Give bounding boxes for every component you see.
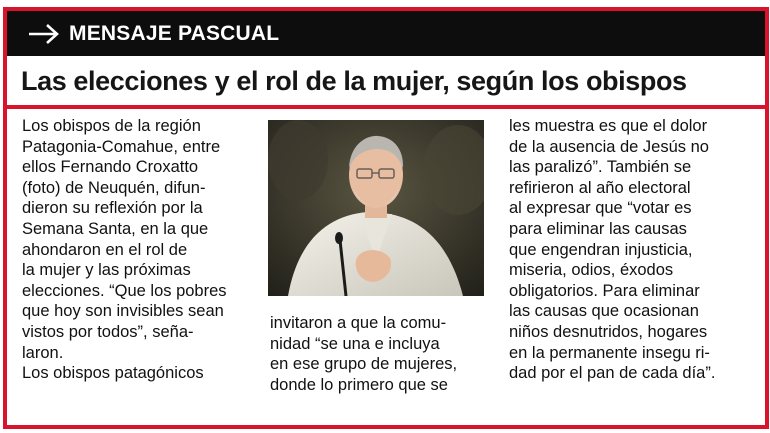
text-line: refirieron al año electoral: [509, 178, 691, 197]
body-column-1: [22, 116, 227, 384]
text-line: invitaron a que la comu-: [270, 314, 447, 332]
headline: Las elecciones y el rol de la mujer, según los obispos: [21, 66, 687, 96]
arrow-right-icon: [27, 22, 61, 46]
text-line: las causas que ocasionan: [509, 302, 699, 321]
text-line: las paralizó”. También se: [509, 158, 692, 177]
text-line: Semana Santa, en la que: [22, 219, 209, 238]
body-column-3: [509, 116, 715, 384]
text-line: laron.: [22, 343, 64, 362]
text-line: la mujer y las próximas: [22, 261, 191, 280]
text-line: niños desnutridos, hogares: [509, 322, 708, 341]
text-line: ahondaron en el rol de: [22, 240, 188, 259]
kicker-bar: [7, 11, 765, 56]
divider: [7, 105, 765, 109]
body-column-2: [270, 313, 457, 395]
text-line: para eliminar las causas: [509, 219, 687, 238]
bishop-photo: [268, 120, 484, 296]
text-line: de la ausencia de Jesús no: [509, 137, 709, 156]
text-line: les muestra es que el dolor: [509, 117, 708, 135]
text-line: que hoy son invisibles sean: [22, 302, 224, 321]
text-line: (foto) de Neuquén, difun-: [22, 178, 206, 197]
text-line: donde lo primero que se: [270, 375, 448, 394]
kicker-label: MENSAJE PASCUAL: [69, 21, 280, 45]
text-line: obligatorios. Para eliminar: [509, 281, 700, 300]
text-line: vistos por todos”, seña-: [22, 322, 194, 341]
text-line: Patagonia-Comahue, entre: [22, 137, 221, 156]
text-line: en la permanente insegu ri-: [509, 343, 710, 362]
text-line: Los obispos de la región: [22, 117, 201, 135]
text-line: Los obispos patagónicos: [22, 364, 204, 383]
text-line: dad por el pan de cada día”.: [509, 364, 716, 383]
text-line: en ese grupo de mujeres,: [270, 355, 458, 374]
text-line: dieron su reflexión por la: [22, 199, 203, 218]
text-line: ellos Fernando Croxatto: [22, 158, 199, 177]
text-line: al expresar que “votar es: [509, 199, 692, 218]
text-line: que engendran injusticia,: [509, 240, 693, 259]
text-line: miseria, odios, éxodos: [509, 261, 674, 280]
text-line: elecciones. “Que los pobres: [22, 281, 227, 300]
text-line: nidad “se una e incluya: [270, 334, 440, 353]
